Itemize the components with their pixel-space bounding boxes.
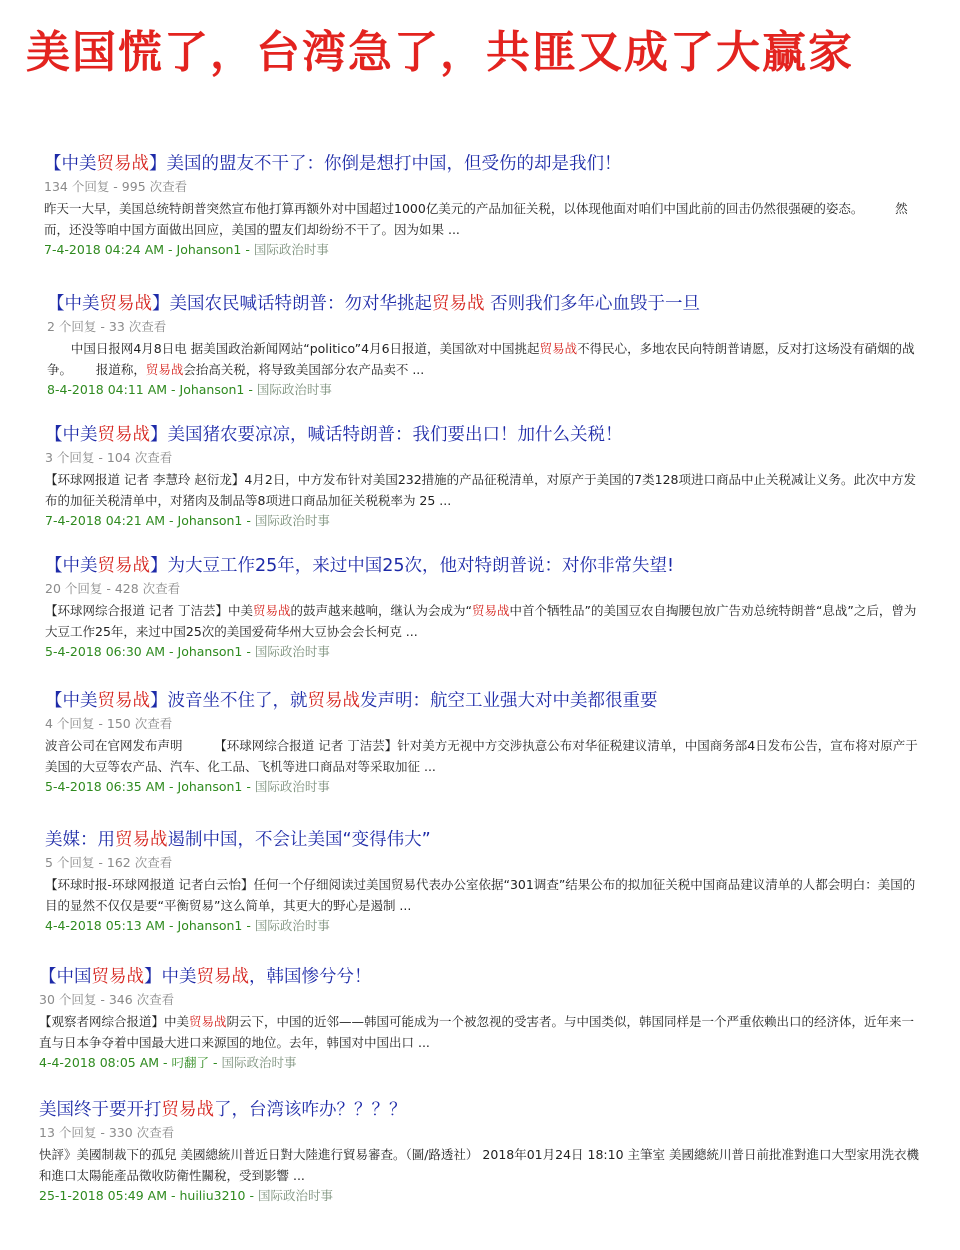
separator: -	[165, 779, 178, 794]
search-result-item	[44, 152, 924, 259]
highlight-keyword: 贸易战	[91, 967, 144, 987]
result-forum-link[interactable]: 国际政治时事	[254, 644, 330, 659]
result-snippet-text: 会抬高关税，将导致美国部分农产品卖不 ...	[183, 362, 425, 377]
separator: -	[242, 918, 255, 933]
result-title-link[interactable]	[45, 423, 925, 447]
result-date: 25-1-2018 05:49 AM	[39, 1188, 167, 1203]
result-title-text: ，韩国惨兮兮！	[249, 967, 372, 987]
result-author-link[interactable]: Johanson1	[177, 918, 243, 933]
highlight-keyword: 贸易战	[97, 425, 150, 445]
highlight-keyword: 贸易战	[471, 603, 510, 618]
result-forum-link[interactable]: 国际政治时事	[254, 513, 330, 528]
result-snippet-text: 昨天一大早，美国总统特朗普突然宣布他打算再额外对中国超过1000亿美元的产品加征关税，以体现他面对咱们中国此前的回击仍然很强硬的姿态。 然而，还没等咱中国方面做出回应，美国的盟友们却纷纷不干了。因为如果 ...	[44, 201, 908, 237]
result-title-link[interactable]	[47, 292, 927, 316]
result-title-text: 遏制中国，不会让美国“变得伟大”	[167, 830, 431, 850]
result-snippet	[39, 1144, 919, 1186]
result-snippet-text: 波音公司在官网发布声明 【环球网综合报道 记者 丁洁芸】针对美方无视中方交涉执意公布对华征税建议清单，中国商务部4日发布公告，宣布将对原产于美国的大豆等农产品、汽车、化工品、飞机等进口商品对等采取加征 ...	[45, 738, 918, 774]
result-snippet-text: 【环球网综合报道 记者 丁洁芸】中美	[45, 603, 253, 618]
result-date: 5-4-2018 06:30 AM	[45, 644, 166, 659]
result-forum-link[interactable]: 国际政治时事	[221, 1055, 297, 1070]
result-date: 4-4-2018 05:13 AM	[45, 918, 166, 933]
result-snippet	[45, 735, 925, 777]
separator: -	[165, 644, 178, 659]
result-title-link[interactable]	[39, 965, 919, 989]
result-title-text: 了，台湾该咋办？？？？	[214, 1100, 407, 1120]
result-snippet-text: 阴云下，中国的近邻——韩国可能成为一个被忽视的受害者。与中国类似，韩国同样是一个严重依赖出口的经济体，近年来一直与日本争夺着中国最大进口来源国的地位。去年，韩国对中国出口 ...	[39, 1014, 915, 1050]
result-title-text: 】中美	[144, 967, 197, 987]
separator: -	[242, 779, 255, 794]
separator: -	[167, 1188, 180, 1203]
result-title-text: 】美国农民喊话特朗普：勿对华挑起	[152, 294, 432, 314]
highlight-keyword: 贸易战	[97, 556, 150, 576]
separator: -	[244, 382, 257, 397]
result-snippet	[45, 469, 925, 511]
result-snippet	[47, 338, 927, 380]
result-snippet-text: 中国日报网4月8日电 据美国政治新闻网站“politico”4月6日报道，美国欲对中国挑起	[47, 341, 540, 356]
separator: -	[159, 1055, 172, 1070]
highlight-keyword: 贸易战	[307, 691, 360, 711]
result-title-text: 】波音坐不住了，就	[150, 691, 308, 711]
result-reply-view-count: 4 个回复 - 150 次查看	[45, 716, 173, 731]
result-footer	[45, 512, 925, 530]
separator: -	[209, 1055, 222, 1070]
result-reply-view-count: 2 个回复 - 33 次查看	[47, 319, 167, 334]
result-date: 8-4-2018 04:11 AM	[47, 382, 168, 397]
result-footer	[39, 1054, 919, 1072]
highlight-keyword: 贸易战	[96, 154, 149, 174]
separator: -	[165, 918, 178, 933]
search-result-item	[45, 423, 925, 530]
result-snippet	[39, 1011, 919, 1053]
result-title-text: 【中美	[45, 556, 98, 576]
result-snippet-text: 【观察者网综合报道】中美	[39, 1014, 190, 1029]
result-footer	[45, 917, 925, 935]
search-result-item	[47, 292, 927, 399]
separator: -	[165, 513, 178, 528]
result-title-link[interactable]	[45, 828, 925, 852]
result-date: 7-4-2018 04:24 AM	[44, 242, 165, 257]
result-author-link[interactable]: Johanson1	[176, 242, 242, 257]
result-title-text: 美国终于要开打	[39, 1100, 162, 1120]
result-title-text: 【中美	[44, 154, 97, 174]
result-title-link[interactable]	[39, 1098, 919, 1122]
result-title-link[interactable]	[45, 689, 925, 713]
highlight-keyword: 贸易战	[99, 294, 152, 314]
result-title-text: 否则我们多年心血毁于一旦	[484, 294, 701, 314]
result-snippet	[45, 874, 925, 916]
result-snippet-text: 中首个牺牲品”的美国豆农自掏腰包放广告劝总统特朗普“息战”之后，曾为大豆工作25年，来过中国25次的美国爱荷华州大豆协会会长柯克 ...	[45, 603, 917, 639]
result-forum-link[interactable]: 国际政治时事	[257, 1188, 333, 1203]
result-snippet-text: 【环球网报道 记者 李慧玲 赵衍龙】4月2日，中方发布针对美国232措施的产品征税清单，对原产于美国的7类128项进口商品中止关税减让义务。此次中方发布的加征关税清单中，对猪肉及制品等8项进口商品加征关税税率为 25 ...	[45, 472, 916, 508]
result-reply-view-count: 30 个回复 - 346 次查看	[39, 992, 175, 1007]
result-author-link[interactable]: Johanson1	[177, 779, 243, 794]
separator: -	[242, 513, 255, 528]
result-forum-link[interactable]: 国际政治时事	[253, 242, 329, 257]
result-author-link[interactable]: Johanson1	[179, 382, 245, 397]
result-snippet-text: 不得民心，多地农民向特朗普请愿，反对打这场没有硝烟的战争。 报道称，	[47, 341, 915, 377]
result-reply-view-count: 3 个回复 - 104 次查看	[45, 450, 173, 465]
separator: -	[245, 1188, 258, 1203]
page-headline: 美国慌了，台湾急了，共匪又成了大赢家	[26, 27, 854, 78]
search-result-item	[45, 689, 925, 796]
result-reply-view-count: 5 个回复 - 162 次查看	[45, 855, 173, 870]
result-reply-view-count: 13 个回复 - 330 次查看	[39, 1125, 175, 1140]
highlight-keyword: 贸易战	[539, 341, 578, 356]
separator: -	[241, 242, 254, 257]
highlight-keyword: 贸易战	[97, 691, 150, 711]
search-result-item	[45, 554, 925, 661]
result-footer	[45, 643, 925, 661]
result-title-text: 【中美	[45, 425, 98, 445]
result-footer	[39, 1187, 919, 1205]
result-reply-view-count: 20 个回复 - 428 次查看	[45, 581, 181, 596]
result-snippet	[45, 600, 925, 642]
result-snippet	[44, 198, 924, 240]
search-result-item	[39, 1098, 919, 1205]
result-snippet-text: 【环球时报-环球网报道 记者白云怡】任何一个仔细阅读过美国贸易代表办公室依据“301调查”结果公布的拟加征关税中国商品建议清单的人都会明白：美国的目的显然不仅仅是要“平衡贸易”这么简单，其更大的野心是遏制 ...	[45, 877, 916, 913]
result-title-text: 【中国	[39, 967, 92, 987]
highlight-keyword: 贸易战	[145, 362, 184, 377]
result-footer	[44, 241, 924, 259]
highlight-keyword: 贸易战	[196, 967, 249, 987]
highlight-keyword: 贸易战	[252, 603, 291, 618]
result-title-text: 【中美	[45, 691, 98, 711]
result-reply-view-count: 134 个回复 - 995 次查看	[44, 179, 188, 194]
highlight-keyword: 贸易战	[161, 1100, 214, 1120]
separator: -	[167, 382, 180, 397]
highlight-keyword: 贸易战	[189, 1014, 227, 1029]
result-title-text: 【中美	[47, 294, 100, 314]
result-forum-link[interactable]: 国际政治时事	[254, 918, 330, 933]
result-snippet-text: 快評》美國制裁下的孤兒 美國總統川普近日對大陸進行貿易審查。（圖/路透社） 2018年01月24日 18:10 主筆室 美國總統川普日前批准對進口大型家用洗衣機和進口太陽能產品徵收防衛性關稅，受到影響 ...	[39, 1147, 919, 1183]
result-title-text: 】美国猪农要凉凉，喊话特朗普：我们要出口！加什么关税！	[150, 425, 623, 445]
result-title-text: 发声明：航空工业强大对中美都很重要	[360, 691, 658, 711]
search-result-item	[39, 965, 919, 1072]
result-date: 5-4-2018 06:35 AM	[45, 779, 166, 794]
result-forum-link[interactable]: 国际政治时事	[256, 382, 332, 397]
separator: -	[242, 644, 255, 659]
result-footer	[47, 381, 927, 399]
result-title-link[interactable]	[44, 152, 924, 176]
highlight-keyword: 贸易战	[115, 830, 168, 850]
result-title-text: 】为大豆工作25年，来过中国25次，他对特朗普说：对你非常失望!	[150, 556, 675, 576]
result-snippet-text: 的鼓声越来越响，继认为会成为“	[290, 603, 472, 618]
result-date: 7-4-2018 04:21 AM	[45, 513, 166, 528]
search-result-item	[45, 828, 925, 935]
result-title-text: 】美国的盟友不干了：你倒是想打中国，但受伤的却是我们！	[149, 154, 622, 174]
highlight-keyword: 贸易战	[432, 294, 485, 314]
separator: -	[164, 242, 177, 257]
result-forum-link[interactable]: 国际政治时事	[254, 779, 330, 794]
result-title-text: 美媒：用	[45, 830, 115, 850]
result-author-link[interactable]: Johanson1	[177, 644, 243, 659]
result-author-link[interactable]: huiliu3210	[179, 1188, 246, 1203]
result-date: 4-4-2018 08:05 AM	[39, 1055, 160, 1070]
result-footer	[45, 778, 925, 796]
result-author-link[interactable]: 叼翻了	[171, 1055, 210, 1070]
result-author-link[interactable]: Johanson1	[177, 513, 243, 528]
result-title-link[interactable]	[45, 554, 925, 578]
